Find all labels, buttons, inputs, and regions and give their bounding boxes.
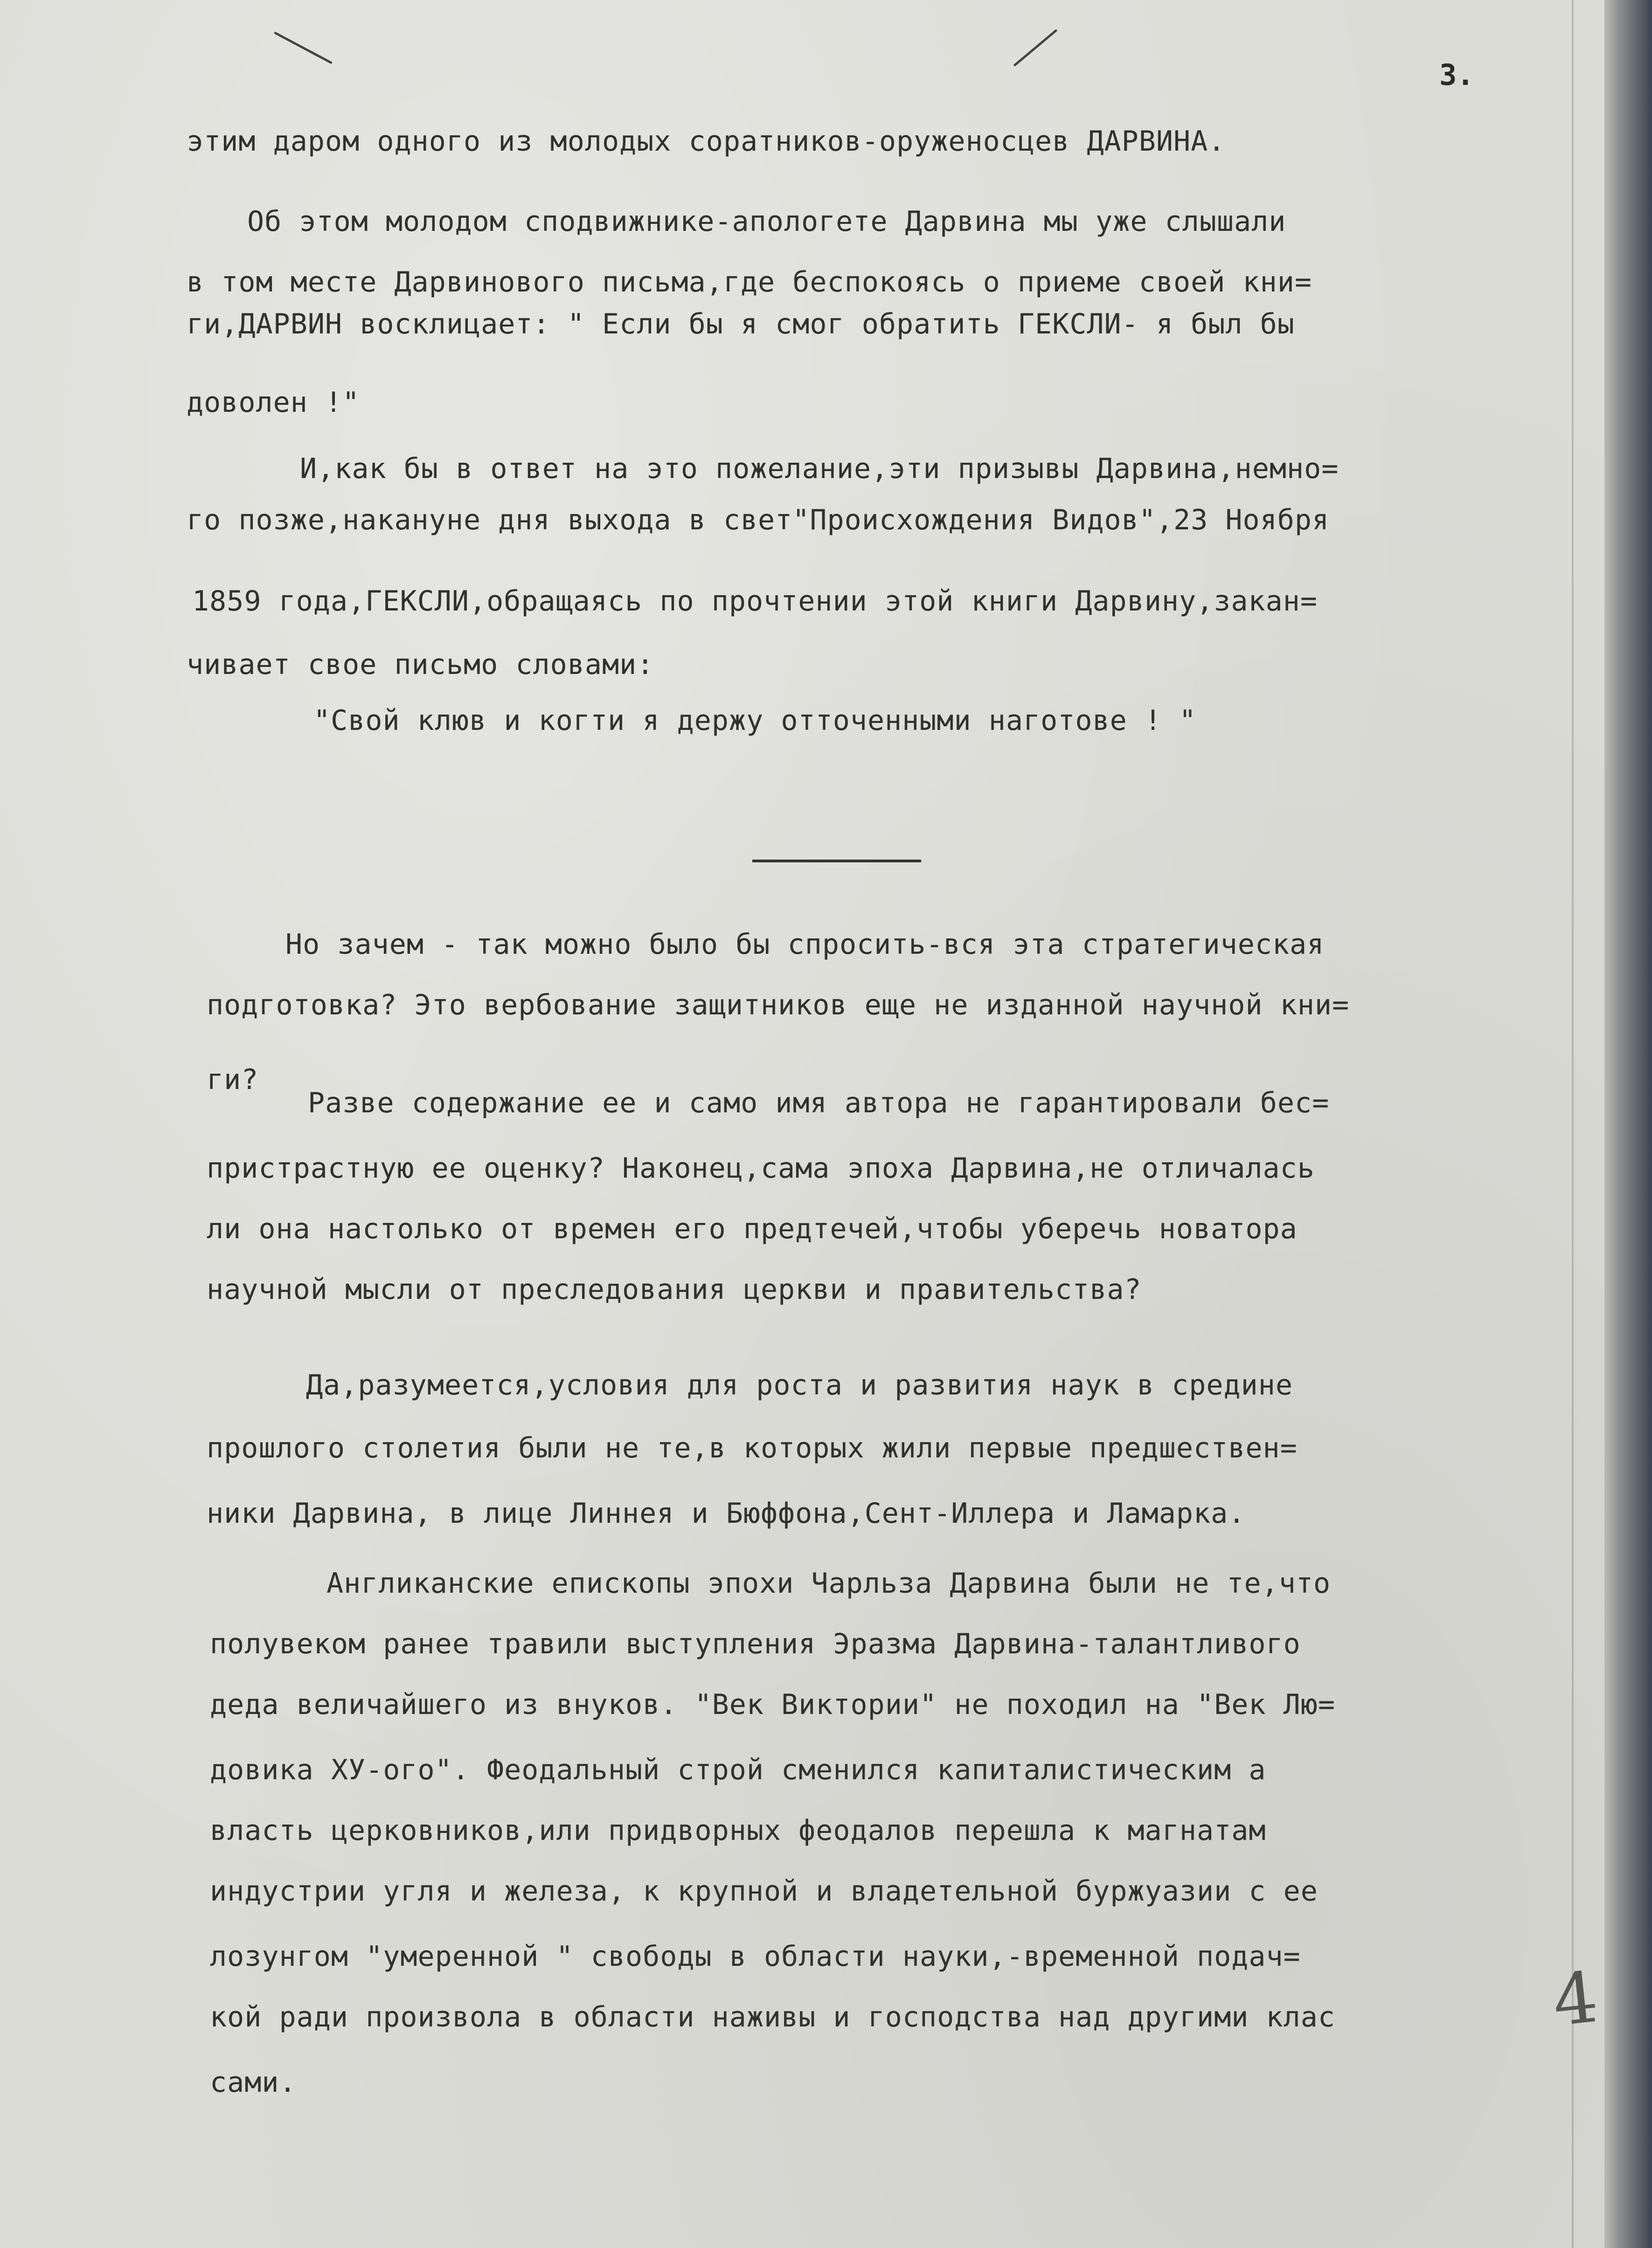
text-line: ники Дарвина, в лице Линнея и Бюффона,Сент-Иллера и Ламарка. xyxy=(207,1497,1246,1530)
text-line: кой ради произвола в области наживы и господства над другими клас xyxy=(210,2001,1335,2033)
stray-mark-left xyxy=(274,31,333,64)
text-line: этим даром одного из молодых соратников-оруженосцев ДАРВИНА. xyxy=(187,125,1226,158)
text-line: ги? xyxy=(207,1063,259,1096)
text-line: лозунгом "умеренной " свободы в области науки,-временной подач= xyxy=(210,1940,1301,1973)
text-line: ги,ДАРВИН восклицает: " Если бы я смог обратить ГЕКСЛИ- я был бы xyxy=(187,308,1295,340)
text-line: Разве содержание ее и само имя автора не гарантировали бес= xyxy=(308,1087,1330,1119)
text-line: прошлого столетия были не те,в которых жили первые предшествен= xyxy=(207,1432,1298,1464)
text-line: 1859 года,ГЕКСЛИ,обращаясь по прочтении этой книги Дарвину,закан= xyxy=(192,585,1318,618)
text-line: власть церковников,или придворных феодалов перешла к магнатам xyxy=(210,1814,1266,1847)
stray-mark-right xyxy=(1013,29,1057,67)
text-line: Но зачем - так можно было бы спросить-вся эта стратегическая xyxy=(285,928,1325,961)
text-line: Да,разумеется,условия для роста и развития наук в средине xyxy=(306,1369,1293,1402)
page-crease xyxy=(1572,0,1574,2248)
text-line: индустрии угля и железа, к крупной и владетельной буржуазии с ее xyxy=(210,1875,1318,1908)
text-line: доволен !" xyxy=(187,386,360,419)
text-line: го позже,накануне дня выхода в свет"Происхождения Видов",23 Ноября xyxy=(187,504,1330,536)
text-line: сами. xyxy=(210,2066,297,2099)
section-divider xyxy=(752,860,921,862)
text-line: полувеком ранее травили выступления Эразма Дарвина-талантливого xyxy=(210,1628,1301,1660)
quote-line: "Свой клюв и когти я держу отточенными наготове ! " xyxy=(313,704,1197,737)
text-line: чивает свое письмо словами: xyxy=(187,648,654,681)
page-edge-shadow xyxy=(1604,0,1652,2248)
text-line: ли она настолько от времен его предтечей,чтобы уберечь новатора xyxy=(207,1213,1298,1245)
text-line: подготовка? Это вербование защитников еще не изданной научной кни= xyxy=(207,989,1350,1021)
text-line: И,как бы в ответ на это пожелание,эти призывы Дарвина,немно= xyxy=(300,452,1339,485)
text-line: Англиканские епископы эпохи Чарльза Дарвина были не те,что xyxy=(326,1567,1331,1600)
handwritten-folio-number: 4 xyxy=(1549,1957,1602,2042)
text-line: довика ХУ-ого". Феодальный строй сменился капиталистическим а xyxy=(210,1754,1266,1786)
text-line: Об этом молодом сподвижнике-апологете Дарвина мы уже слышали xyxy=(247,205,1286,238)
page-number: 3. xyxy=(1439,58,1474,92)
text-line: пристрастную ее оценку? Наконец,сама эпоха Дарвина,не отличалась xyxy=(207,1152,1315,1185)
text-line: в том месте Дарвинового письма,где беспокоясь о приеме своей кни= xyxy=(187,266,1312,298)
text-line: научной мысли от преследования церкви и правительства? xyxy=(207,1273,1142,1306)
text-line: деда величайшего из внуков. "Век Виктории" не походил на "Век Лю= xyxy=(210,1688,1335,1721)
